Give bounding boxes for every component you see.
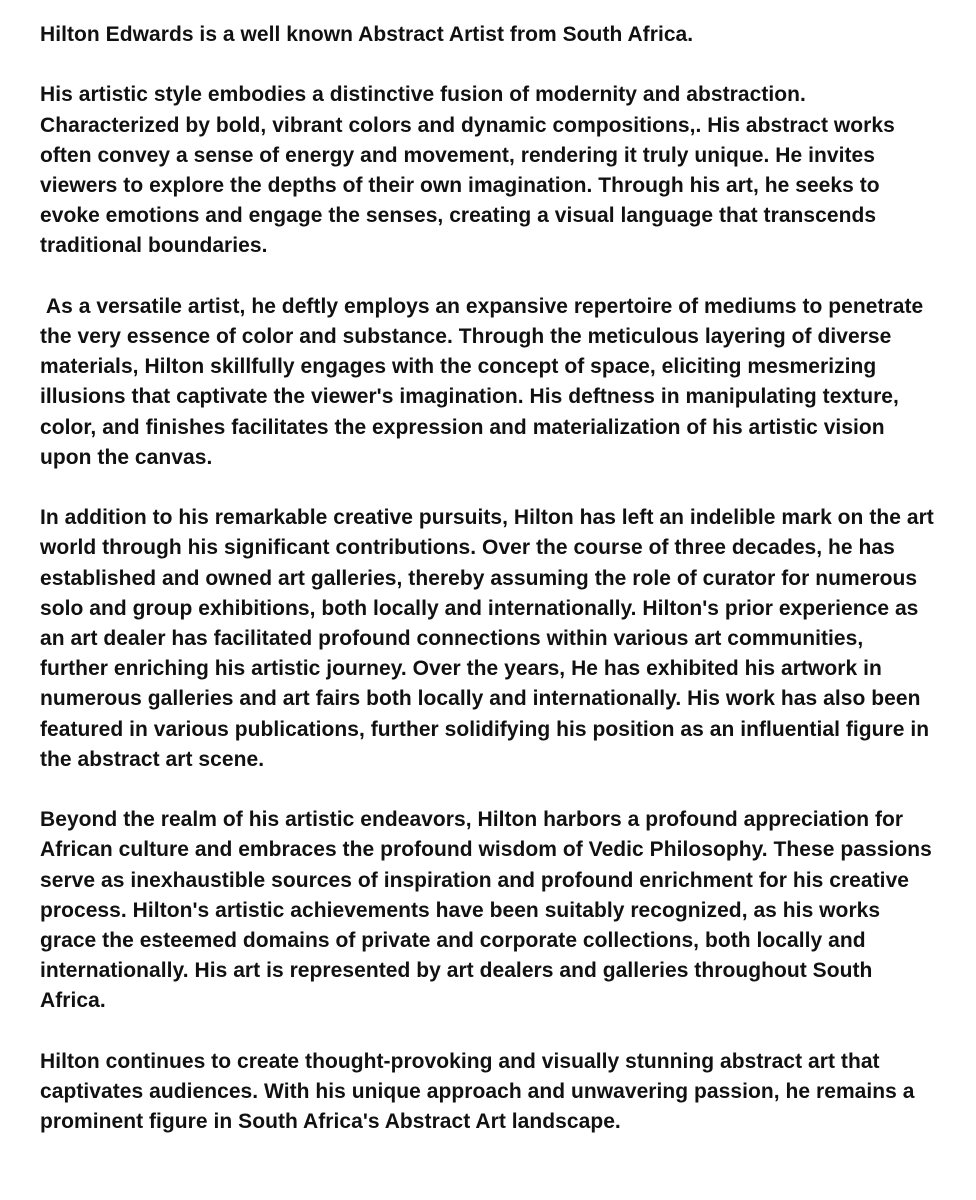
culture-paragraph: Beyond the realm of his artistic endeavors, Hilton harbors a profound appreciation for African culture and embraces the profound wisdom of Vedic Philosophy. These passions serve as inexhaustible sources of inspiration and profound enrichment for his creative process. Hilton's artistic achievements have been suitably recognized, as his works grace the esteemed domains of private and corporate collections, both locally and internationally. His art is represented by art dealers and galleries throughout South Africa. xyxy=(40,808,938,1013)
intro-paragraph: Hilton Edwards is a well known Abstract Artist from South Africa. xyxy=(40,23,694,46)
contributions-paragraph: In addition to his remarkable creative pursuits, Hilton has left an indelible mark on the art world through his significant contributions. Over the course of three decades, he has established and owned art galleries, thereby assuming the role of curator for numerous solo and group exhibitions, both locally and internationally. Hilton's prior experience as an art dealer has facilitated profound connections within various art communities, further enriching his artistic journey. Over the years, He has exhibited his artwork in numerous galleries and art fairs both locally and internationally. His work has also been featured in various publications, further solidifying his position as an influential figure in the abstract art scene. xyxy=(40,506,940,771)
closing-paragraph: Hilton continues to create thought-provoking and visually stunning abstract art that captivates audiences. With his unique approach and unwavering passion, he remains a prominent figure in South Africa's Abstract Art landscape. xyxy=(40,1049,921,1134)
style-paragraph: His artistic style embodies a distinctive fusion of modernity and abstraction. Characterized by bold, vibrant colors and dynamic compositions,. His abstract works often convey a sense of energy and movement, rendering it truly unique. He invites viewers to explore the depths of their own imagination. Through his art, he seeks to evoke emotions and engage the senses, creating a visual language that transcends traditional boundaries. xyxy=(40,83,901,258)
mediums-paragraph: As a versatile artist, he deftly employs an expansive repertoire of mediums to penetrate the very essence of color and substance. Through the meticulous layering of diverse materials, Hilton skillfully engages with the concept of space, eliciting mesmerizing illusions that captivate the viewer's imagination. His deftness in manipulating texture, color, and finishes facilitates the expression and materialization of his artistic vision upon the canvas. xyxy=(40,294,930,469)
